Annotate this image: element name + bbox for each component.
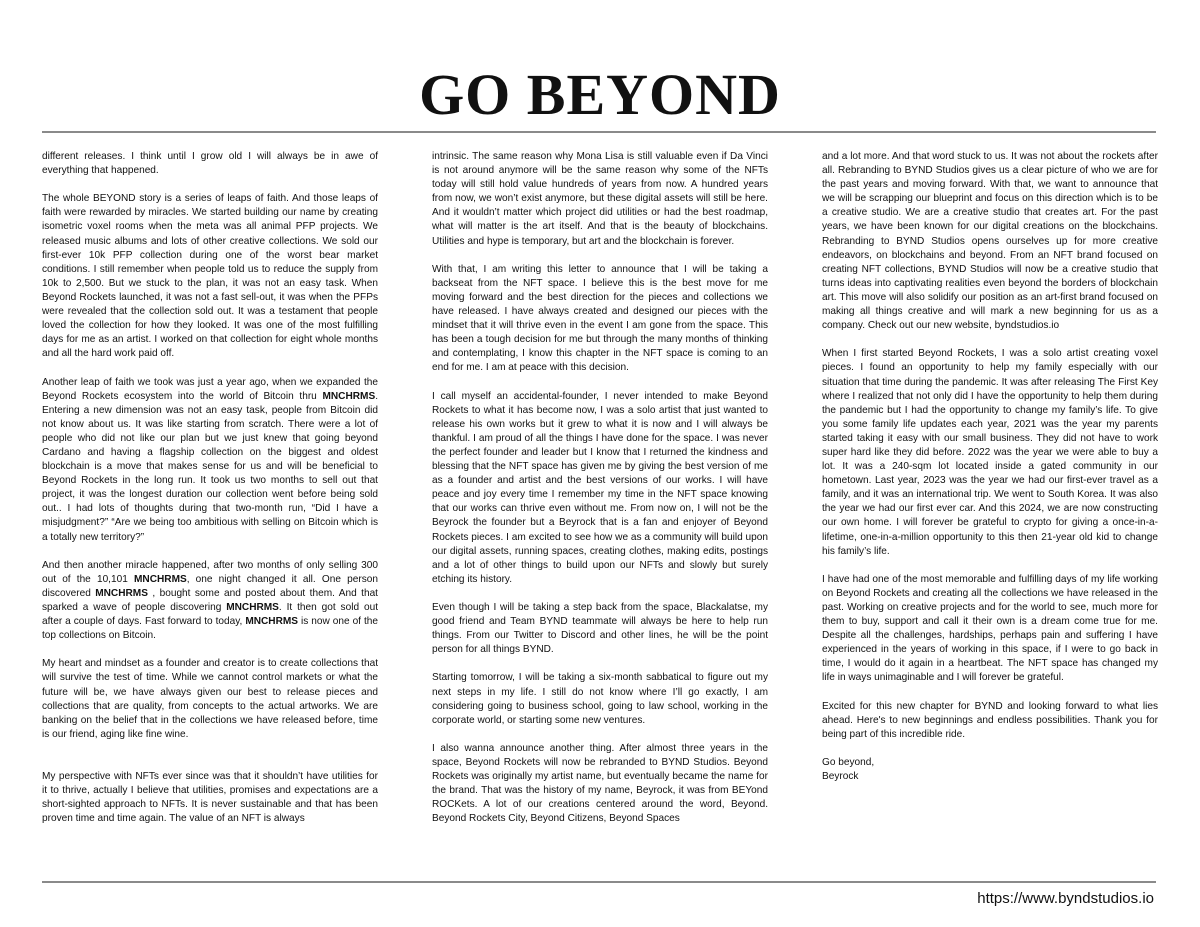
paragraph: When I first started Beyond Rockets, I was a solo artist creating voxel pieces. I found an opportunity to help my family especially with our situation that time during the pandemic. It was after releasing The First Key where I realized that not only did I have the opportunity to help them during the pandemic but I had the opportunity to change my family’s life. To give you some family life updates each year, 2021 was the year my parents started taking it easy with our small business. They did not have to work super hard like they did before. 2022 was the year we were able to buy a lot. It was a 240-sqm lot located inside a gated community in our hometown. Last year, 2023 was the year we had our first-ever travel as a family, and it was an international trip. We went to South Korea. It was also the year we had our first ever car. And this 2024, we are now constructing our own home. I will forever be grateful to crypto for giving a once-in-a-lifetime, one-in-a-million opportunity to this then 21-year old kid to change his family’s life. xyxy=(822,348,1158,557)
paragraph: Starting tomorrow, I will be taking a six-month sabbatical to figure out my next steps in my life. I still do not know where I’ll go exactly, I am considering going to business school, going to law school, working in the corporate world, or starting some new ventures. xyxy=(432,672,768,726)
column-1 xyxy=(42,150,378,827)
sign-off: Go beyond, xyxy=(822,757,875,769)
signature: Beyrock xyxy=(822,771,859,783)
paragraph: I call myself an accidental-founder, I never intended to make Beyond Rockets to what it has become now, I was a solo artist that just wanted to release his own works but it grew to what it is now and I will always be thankful. I am proud of all the things I have done for the space. I was never the perfect founder and leader but I know that I returned the kindness and blessing that the NFT space has given me by giving the best version of me as a founder and artist and the best versions of our works. I will have peace and joy every time I remember my time in the NFT space knowing that our works can thrive even without me. From now on, I will not be the Beyrock the founder but a Beyrock that is a fan and enjoyer of Beyond Rockets pieces. I am excited to see how we as a community will build upon our digital assets, running spaces, creating clothes, making edits, postings and a lot of other things to build upon our NFTs and slowly but surely etching its history. xyxy=(432,390,768,585)
paragraph: The whole BEYOND story is a series of leaps of faith. And those leaps of faith were rewarded by miracles. We started building our name by creating isometric voxel rooms when the meta was all animal PFP projects. We released music albums and lots of other creative collections. We sold our first-ever 10k PFP collection during one of the worst bear market conditions. I still remember when people told us to reduce the supply from 10k to 2,500. But we stuck to the plan, it was not an easy task. When Beyond Rockets launched, it was not a fast sell-out, it was when the PFPs were revealed that the collection sold out. It was a testament that people loved the collection for how they looked. It was one of the most fulfilling days for me as an artist. I worked on that collection for eight whole months and all the hard work paid off. xyxy=(42,193,378,360)
paragraph: I have had one of the most memorable and fulfilling days of my life working on Beyond Rockets and creating all the collections we have released in the past. Working on creative projects and for the world to see, much more for them to buy, support and call it their own is a dream come true for me. Despite all the challenges, hardships, perhaps pain and suffering I have experienced in the years of working in this space, if I were to go back in time, I would do it again in a heartbeat. The NFT space has changed my life in ways unimaginable and I will forever be grateful. xyxy=(822,573,1158,684)
paragraph: My heart and mindset as a founder and creator is to create collections that will survive the test of time. While we cannot control markets or what the future will be, we have always given our best to release pieces and collections that are quality, from concepts to the actual artworks. We are banking on the belief that in the collections we have released before, time is our friend, aging like fine wine. xyxy=(42,658,378,740)
paragraph: Even though I will be taking a step back from the space, Blackalatse, my good friend and Team BYND teammate will always be here to help run things. From our Twitter to Discord and other lines, he will be the point person for all things BYND. xyxy=(432,602,768,656)
paragraph: Excited for this new chapter for BYND and looking forward to what lies ahead. Here's to new beginnings and endless possibilities. Thank you for being part of this incredible ride. xyxy=(822,700,1158,740)
paragraph: different releases. I think until I grow old I will always be in awe of everything that happened. xyxy=(42,151,378,177)
website-link[interactable]: https://www.byndstudios.io xyxy=(977,890,1154,907)
brand-term: MNCHRMS xyxy=(95,587,148,599)
top-divider xyxy=(42,131,1156,133)
paragraph: intrinsic. The same reason why Mona Lisa is still valuable even if Da Vinci is not around anymore will be the same reason why some of the NFTs today will still hold value hundreds of years from now. A hundred years from now, we won’t exist anymore, but these digital assets will still be here. And it wouldn’t matter which project did utilities or had the best roadmap, what will matter is the art itself. And that is the beauty of blockchains. Utilities and hype is temporary, but art and the blockchain is forever. xyxy=(432,151,768,247)
paragraph: Another leap of faith we took was just a year ago, when we expanded the Beyond Rockets ecosystem into the world of Bitcoin thru MNCHRMS. Entering a new dimension was not an easy task, people from Bitcoin did not know about us. It was like starting from scratch. There were a lot of people who did not like our plan but we just knew that going beyond Cardano and having a flagship collection on the biggest and oldest blockchain is a move that makes sense for us and will be beneficial to Beyond Rockets in the long run. It took us two months to sell out that project, it was the longest duration our collection went before being sold out.. I had lots of thoughts during that two-month run, “Did I have a misjudgment?” “Are we being too ambitious with selling on Bitcoin which is a totally new territory?” xyxy=(42,376,378,543)
paragraph: And then another miracle happened, after two months of only selling 300 out of the 10,101 MNCHRMS, one night changed it all. One person discovered MNCHRMS , bought some and posted about them. And that sparked a wave of people discovering MNCHRMS. It then got sold out after a couple of days. Fast forward to today, MNCHRMS is now one of the top collections on Bitcoin. xyxy=(42,559,378,642)
paragraph: With that, I am writing this letter to announce that I will be taking a backseat from the NFT space. I believe this is the best move for me moving forward and the best direction for the pieces and collections we have released. I have always created and designed our pieces with the mindset that it will thrive even in the event I am gone from the space. This has been a tough decision for me but through the many months of thinking and contemplating, I know this chapter in the NFT space is coming to an end for me. I am at peace with this decision. xyxy=(432,263,768,374)
paragraph: and a lot more. And that word stuck to us. It was not about the rockets after all. Rebranding to BYND Studios gives us a clear picture of who we are for the past years and moving forward. With that, we want to announce that we will be scrapping our blueprint and focus on this direction which is to be a creative studio. We are a creative studio that creates art. For the past years, we have been known for our digital creations on the blockchains. Rebranding to BYND Studios opens ourselves up for more creative endeavors, on blockchains and beyond. From an NFT brand focused on creating NFT collections, BYND Studios will now be a creative studio that turns ideas into captivating realities even beyond the borders of blockchain art. This move will also solidify our position as an art-first brand focused on making all things creative and will mark a new beginning for us as a company. Check out our new website, byndstudios.io xyxy=(822,151,1158,332)
paragraph: I also wanna announce another thing. After almost three years in the space, Beyond Rockets will now be rebranded to BYND Studios. Beyond Rockets was originally my artist name, but eventually became the name for the brand. That was the history of my name, Beyrock, it was from BEYond ROCKets. A lot of our creations centered around the word, Beyond. Beyond Rockets City, Beyond Citizens, Beyond Spaces xyxy=(432,742,768,825)
column-2 xyxy=(432,150,768,827)
brand-term: MNCHRMS xyxy=(322,390,376,402)
brand-term: MNCHRMS xyxy=(226,602,279,613)
brand-term: MNCHRMS xyxy=(245,616,299,628)
column-3 xyxy=(822,150,1158,784)
page-title: GO BEYOND xyxy=(419,62,781,127)
paragraph: My perspective with NFTs ever since was that it shouldn’t have utilities for it to thrive, actually I believe that utilities, promises and expectations are a short-sighted approach to NFTs. It is never sustainable and that has been proven time and time again. The value of an NFT is always xyxy=(42,771,378,825)
bottom-divider xyxy=(42,881,1156,883)
brand-term: MNCHRMS xyxy=(134,573,187,585)
